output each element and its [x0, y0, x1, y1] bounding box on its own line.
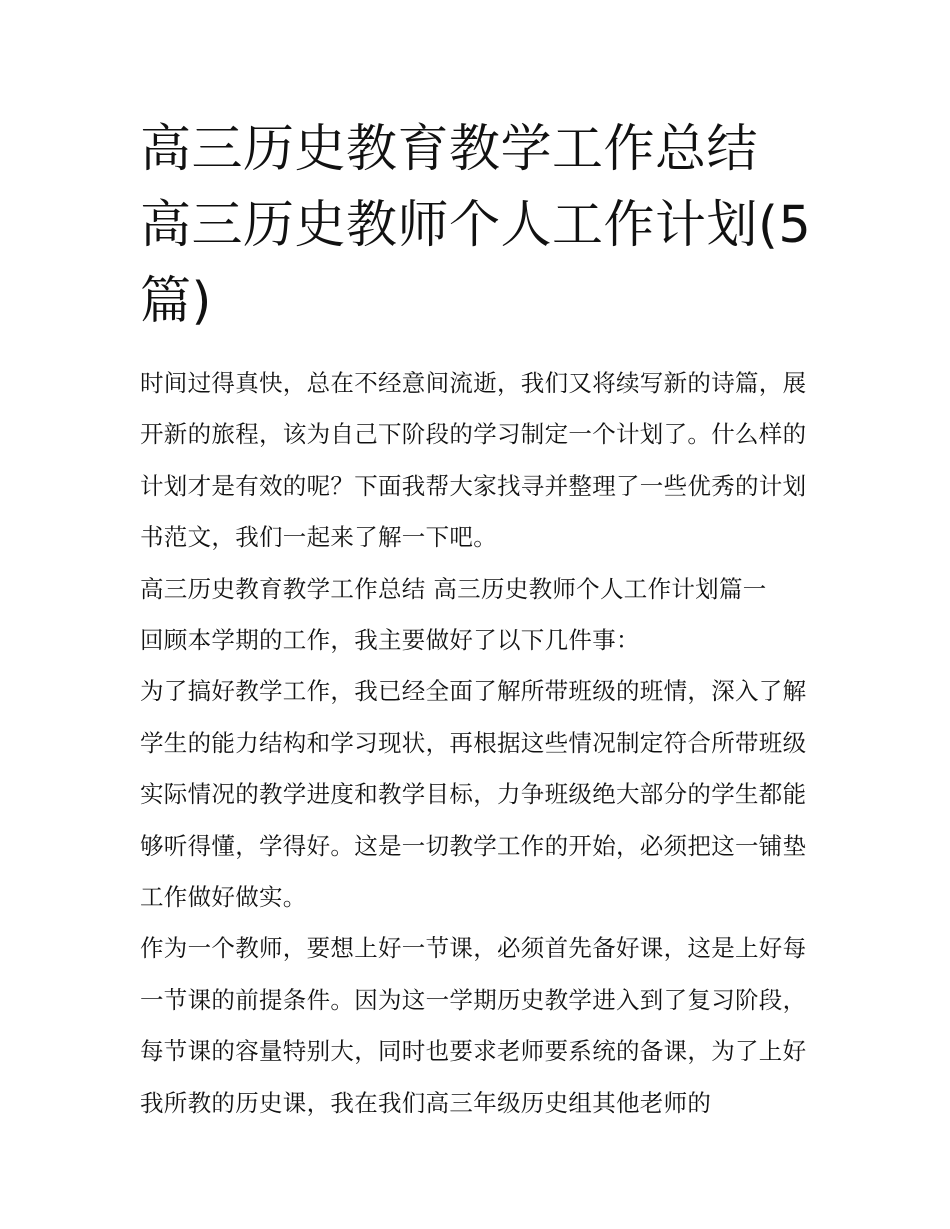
paragraph-section-heading: 高三历史教育教学工作总结 高三历史教师个人工作计划篇一 [140, 574, 767, 603]
paragraph-lesson-prep: 作为一个教师，要想上好一节课，必须首先备好课，这是上好每一节课的前提条件。因为这一学期历史教学进入到了复习阶段，每节课的容量特别大，同时也要求老师要系统的备课，为了上好我所教的历史课，我在我们高三年级历史组其他老师的 [140, 934, 807, 1117]
paragraph-review: 回顾本学期的工作，我主要做好了以下几件事： [140, 626, 640, 655]
paragraph-intro: 时间过得真快，总在不经意间流逝，我们又将续写新的诗篇，展开新的旅程，该为自己下阶段的学习制定一个计划了。什么样的计划才是有效的呢？下面我帮大家找寻并整理了一些优秀的计划书范文，我们一起来了解一下吧。 [140, 369, 807, 552]
document-body [140, 358, 820, 1129]
document-title: 高三历史教育教学工作总结 高三历史教师个人工作计划(5篇) [140, 120, 812, 331]
paragraph-teaching: 为了搞好教学工作，我已经全面了解所带班级的班情，深入了解学生的能力结构和学习现状，再根据这些情况制定符合所带班级实际情况的教学进度和教学目标，力争班级绝大部分的学生都能够听得懂，学得好。这是一切教学工作的开始，必须把这一铺垫工作做好做实。 [140, 677, 807, 912]
